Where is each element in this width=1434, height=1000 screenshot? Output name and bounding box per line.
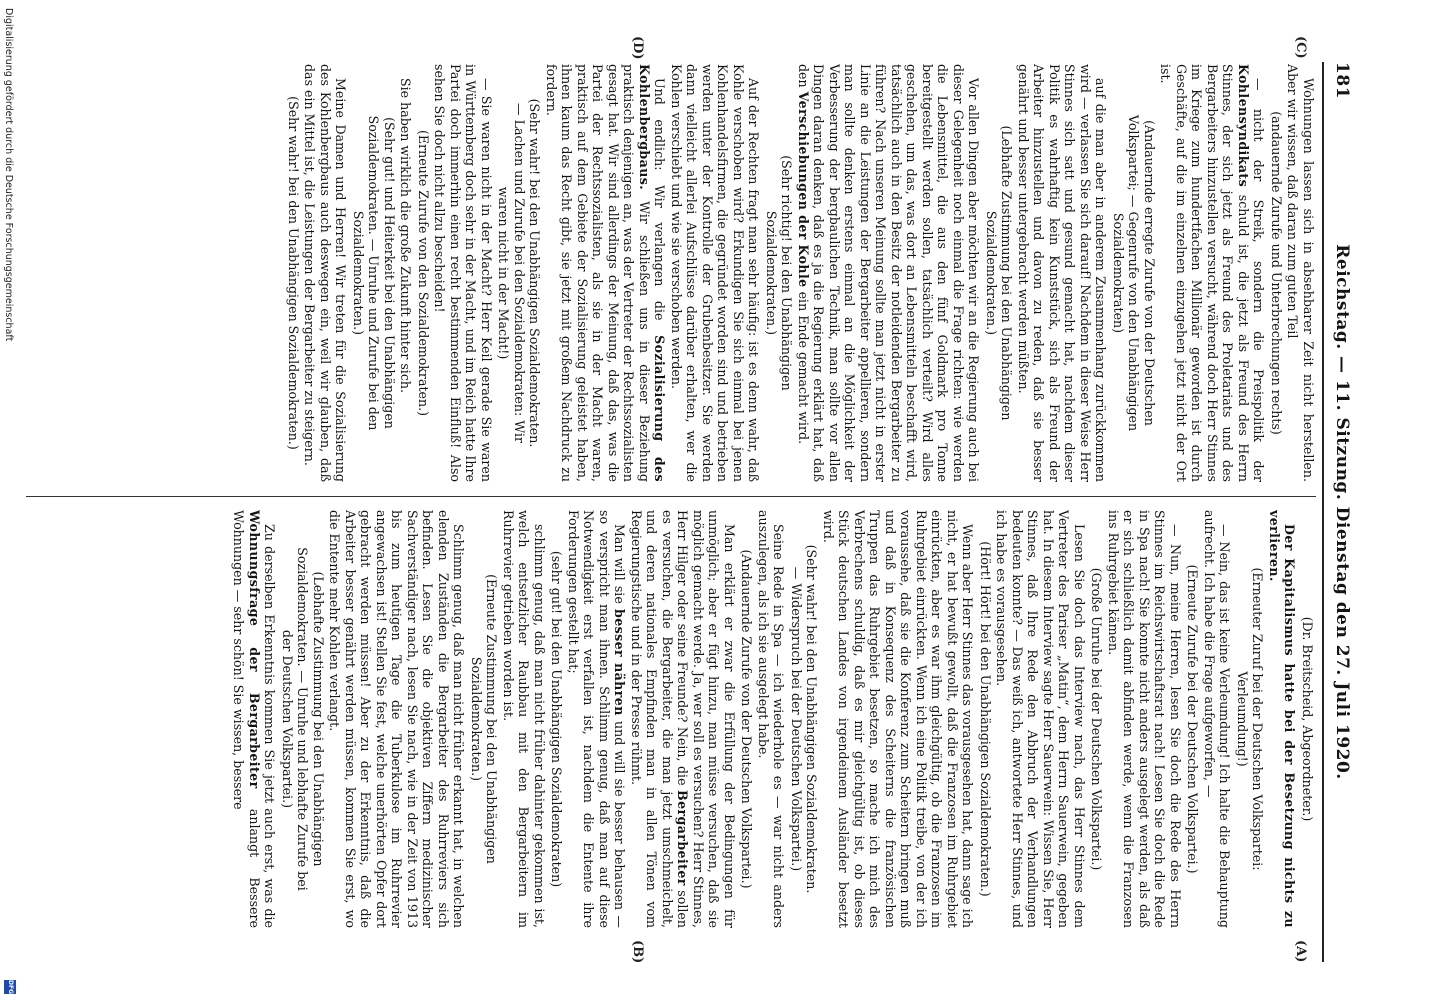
paragraph (327, 510, 467, 928)
dfg-logo: DFG (4, 980, 16, 994)
interjection: (Lebhafte Zustimmung bei den Unabhängigen Sozialdemokraten.) (984, 125, 1015, 421)
left-text-column (26, 64, 1316, 482)
paragraph (432, 64, 494, 482)
text-run: sollen es versuchen, die Bergarbeiter, die man jetzt umschmeichelt, und deren nationales Empfinden man in allen Tönen vom Regierungstische und in der Presse rühmt. (629, 510, 691, 928)
text-run: auf die man aber in anderem Zusammenhang zurückkommen wird — verlassen Sie sich darauf! Nachdem in dieser Weise Herr Stinnes sich satt und gesund gemacht hat, nachdem dieser Politik es wahrhaftig kein Kunststück, sich als Freund der Arbeiter hinzustellen und davon zu reden, daß sie besser genährt und besser untergebracht werden müßten. (1016, 64, 1109, 482)
text-run: Schlimm genug, daß man nicht früher erkannt hat, in welchen elenden Zuständen die Bergarbeiter des Ruhrreviers sich befinden. Lesen Sie die objektiven Ziffern medizinischer Sachverständiger nach, lesen Sie nach, wie in der Zeit von 1913 bis zum heutigen Tage die Tuberkulose im Ruhrrevier angewachsen ist! Stellen Sie fest, welche unerhörten Opfer dort gebracht werden müssen! Aber zu der Erkenntnis, daß die Arbeiter besser genährt werden müssen, kommen Sie erst, wo die Entente mehr Kohlen verlangt. (327, 510, 467, 928)
interjection: (Andauernde Zurufe von der Deutschen Volkspartei.) (739, 549, 755, 889)
text-run: Sie haben wirklich die große Zukunft hinter sich. (398, 78, 414, 394)
paragraph (756, 510, 787, 928)
emphasis: Kohlensyndikats (1236, 64, 1251, 188)
page-footer (0, 0, 16, 1000)
paragraph (1285, 64, 1316, 482)
paragraph (1158, 64, 1267, 482)
interjection: (Andauernde erregte Zurufe von der Deutschen Volkspartei; — Gegenrufe von den Unabhängigen Sozialdemokraten) (1111, 114, 1157, 432)
emphasis: besser nähren (612, 609, 628, 716)
paragraph (1106, 510, 1184, 928)
text-run: — Nun, meine Herren, lesen Sie doch die Rede des Herrn Stinnes im Reichswirtschaftsrat nach! Lesen Sie doch die Rede in Spa nach! Sie konnte nicht anders ausgelegt werden, als daß er sich schließlich damit abfinden werde, wenn die Franzosen ins Ruhrgebiet kämen. (1106, 510, 1183, 928)
text-run: — Sie waren nicht in der Macht? Herr Keil gerade Sie waren in Württemberg doch sehr in der Macht, und im Reich hatte Ihre Partei doch immerhin einen recht bestimmenden Einfluß! Also sehen Sie doch nicht allzu bescheiden! (432, 64, 494, 482)
paragraph (544, 64, 668, 482)
paragraph (796, 64, 982, 482)
page-number: 181 (1332, 62, 1352, 99)
text-run: schuld ist, die jetzt als Freund des Herrn Stinnes, der sich jetzt als Freund des Proletariats und des Bergarbeiters hinzustellen versucht, während doch Herr Stinnes im Kriege zum hundertfachen Millionär geworden ist durch Geschäfte, auf die im einzelnen einzugehen jetzt nicht der Ort ist. (1158, 64, 1251, 482)
paragraph (1202, 510, 1233, 928)
interjection: (Erneuter Zuruf bei der Deutschen Volkspartei: Verleumdung!) (1235, 567, 1266, 871)
interjection: (Sehr wahr! bei den Unabhängigen Sozialdemokraten.) (286, 96, 301, 450)
emphasis: Sozialisierung des Kohlenbergbaus. (637, 64, 668, 482)
page-title: Reichstag. — 11. Sitzung. Dienstag den 27. Juli 1920. (1332, 244, 1352, 780)
text-run: Wir schließen uns in dieser Beziehung praktisch denjenigen an, was der Vertreter der Rechtssozialisten gesagt hat. Wir sind allerdings der Meinung, daß das, was die Partei der Rechtssozialisten, als sie in der Macht waren, praktisch auf dem Gebiete der Sozialisierung geleistet haben, ihnen kaum das Recht gibt, sie jetzt mit großem Nachdruck zu fordern. (544, 64, 652, 482)
interjection: (Erneute Zurufe von den Sozialdemokraten.) (416, 129, 431, 417)
paragraph (501, 510, 548, 928)
text-run: Und endlich: Wir verlangen die (652, 78, 668, 321)
paragraph (629, 510, 738, 928)
interjection: (Sehr richtig! bei den Unabhängigen Sozialdemokraten.) (764, 155, 795, 391)
digitization-credit: Digitalisierung gefördert durch die Deutsche Forschungsgemeinschaft (3, 8, 14, 342)
emphasis: Der Kapitalismus hatte bei der Besetzung nichts zu verlieren. (1267, 510, 1298, 928)
paragraph (994, 510, 1087, 928)
interjection: (Lebhafte Zustimmung bei den Unabhängigen Sozialdemokraten. — Unruhe und lebhafte Zurufe bei der Deutschen Volkspartei.) (280, 547, 326, 891)
margin-marker-d: (D) (630, 36, 645, 60)
right-text-column (26, 510, 1316, 928)
text-run: ein Ende gemacht wird. (796, 291, 811, 445)
text-run: anlangt Bessere Wohnungen — sehr schön! Sie wissen, bessere (231, 510, 262, 928)
interjection: (Erneute Zurufe bei der Deutschen Volkspartei.) (1185, 564, 1201, 874)
text-run: und will sie besser behausen — so verspricht man ihnen. Schlimm genug, daß man auf diese Notwendigkeit erst verfallen ist, nachdem die Entente ihre Forderungen gestellt hat; (566, 510, 628, 928)
page-header (1322, 62, 1352, 962)
interjection: (Sehr wahr! bei den Unabhängigen Sozialdemokraten. — Lachen und Zurufe bei den Sozialdemokraten: Wir waren nicht in der Macht!) (496, 98, 543, 448)
text-run: Lesen Sie doch das Interview nach, das Herr Stinnes dem Vertreter des Pariser „Matin“, dem Herrn Sauerwein, gegeben hat. In diesem Interview sagte Herr Sauerwein: Wissen Sie, Herr Stinnes, daß Ihre Rede den Abbruch der Verhandlungen bedeuten konnte? — Das weiß ich, antwortete Herr Stinnes, und ich habe es vorausgesehen. (994, 510, 1087, 928)
emphasis: Bergarbeiter (675, 790, 691, 886)
interjection: (Erneute Zustimmung bei den Unabhängigen Sozialdemokraten.) (469, 574, 500, 864)
text-run: Wohnungen lassen sich in absehbarer Zeit nicht herstellen. Aber wir wissen, daß daran zum guten Teil (1285, 64, 1316, 482)
interjection: (Große Unruhe bei der Deutschen Volkspartei.) (1089, 567, 1105, 871)
margin-marker-b: (B) (630, 940, 645, 964)
interjection: (Hört! Hört! bei den Unabhängigen Sozialdemokraten.) (978, 541, 993, 897)
text-run: Meine Damen und Herren! Wir treten für die Sozialisierung des Kohlenbergbaus auch deswegen ein, weil wir glauben, daß das ein Mittel ist, die Leistungen der Bergarbeiter zu steigern. (302, 64, 349, 482)
interjection: (Dr. Breitscheid, Abgeordneter.) (1300, 616, 1315, 822)
interjection: (sehr gut! bei den Unabhängigen Sozialdemokraten) (549, 550, 565, 888)
paragraph (1016, 64, 1109, 482)
text-run: schlimm genug, daß man nicht früher dahinter gekommen ist, welch entsetzlicher Raubbau mit den Bergarbeitern im Ruhrrevier getrieben worden ist. (501, 510, 547, 928)
interjection: (Sehr wahr! bei den Unabhängigen Sozialdemokraten. — Widerspruch bei der Deutschen Volkspartei.) (789, 544, 820, 894)
paragraph (231, 510, 278, 928)
interjection: (Sehr gut! und Heiterkeit bei den Unabhängigen Sozialdemokraten. — Unruhe und Zurufe bei den Sozialdemokraten.) (351, 115, 397, 431)
emphasis: Wohnungsfrage der Bergarbeiter (247, 510, 262, 789)
text-run: Zu derselben Erkenntnis kommen Sie jetzt auch erst, was die (262, 524, 278, 928)
text-run: — nicht der Streik, sondern die Preispolitik der (1251, 78, 1267, 482)
text-run: Man erklärt er zwar die Erfüllung der Bedingungen für unmöglich; aber er fügt hinzu, man müsse versuchen, daß sie möglich gemacht werde. Ja, wer soll es versuchen? Herr Stinnes, Herr Hilger oder seine Freunde? Nein, die (675, 510, 737, 928)
text-run: Wenn aber Herr Stinnes das vorausgesehen hat, dann sage ich nicht, er hat bewußt gewollt, daß die Franzosen im Ruhrgebiet einrückten, aber es war ihm gleichgültig, ob die Franzosen im Ruhrgebiet einrückten. Wenn ich eine Politik treibe, von der ich voraussehe, daß sie die Konferenz zum Scheitern bringen muß und daß in Konsequenz des Scheiterns die französischen Truppen das Ruhrgebiet besetzen, so mache ich mich des Verbrechens schuldig, daß es mir gleichgültig ist, ob dieses Stück deutschen Landes von irgendeinem Ausländer besetzt wird. (821, 510, 976, 928)
paragraph (398, 64, 414, 482)
margin-marker-a: (A) (1293, 940, 1308, 963)
paragraph (1267, 510, 1298, 928)
emphasis: Verschiebungen der Kohle (796, 91, 811, 288)
text-run: Vor allen Dingen aber möchten wir an die Regierung auch bei dieser Gelegenheit noch einmal die Frage richten: wie werden die Lebensmittel, die aus den fünf Goldmark pro Tonne bereitgestellt werden sollen, tatsächlich verteilt? Wird alles geschehen, um das, was dort an Lebensmitteln beschafft wird, tatsächlich auch in den Besitz der notleidenden Bergarbeiter zu führen? Nach unseren Meinung sollte man jetzt nicht in erster Linie an die Leistungen der Bergarbeiter appellieren, sondern man sollte denken erstens einmal an die Möglichkeit der Verbesserung der bergbaulichen Technik, man sollte vor allen Dingen daran denken, daß es ja die Regierung erklärt hat, daß den (796, 64, 982, 482)
margin-marker-c: (C) (1293, 36, 1308, 59)
text-run: — Nein, das ist keine Verleumdung! Ich halte die Behauptung aufrecht. Ich habe die Frage aufgeworfen, — (1202, 510, 1233, 928)
paragraph (566, 510, 628, 928)
text-run: Man will sie (612, 524, 628, 604)
column-divider (26, 496, 1316, 497)
paragraph (821, 510, 976, 928)
header-rule (1322, 62, 1324, 962)
text-run: Auf der Rechten fragt man sehr häufig: ist es denn wahr, daß Kohle verschoben wird? Erkundigen Sie sich einmal bei jenen Kohlenhandelsfirmen, die gegründet worden sind und betrieben werden unter der Kontrolle der Grubenbesitzer. Sie werden dann vielleicht allerlei Aufschlüsse darüber erhalten, wer die Kohlen verschiebt und wie sie verschoben werden. (669, 64, 762, 482)
paragraph (669, 64, 762, 482)
text-run: Seine Rede in Spa — ich wiederhole es — war nicht anders auszulegen, als ich sie ausgelegt habe. (756, 510, 787, 928)
paragraph (302, 64, 349, 482)
interjection: (andauernde Zurufe und Unterbrechungen rechts) (1269, 111, 1284, 435)
